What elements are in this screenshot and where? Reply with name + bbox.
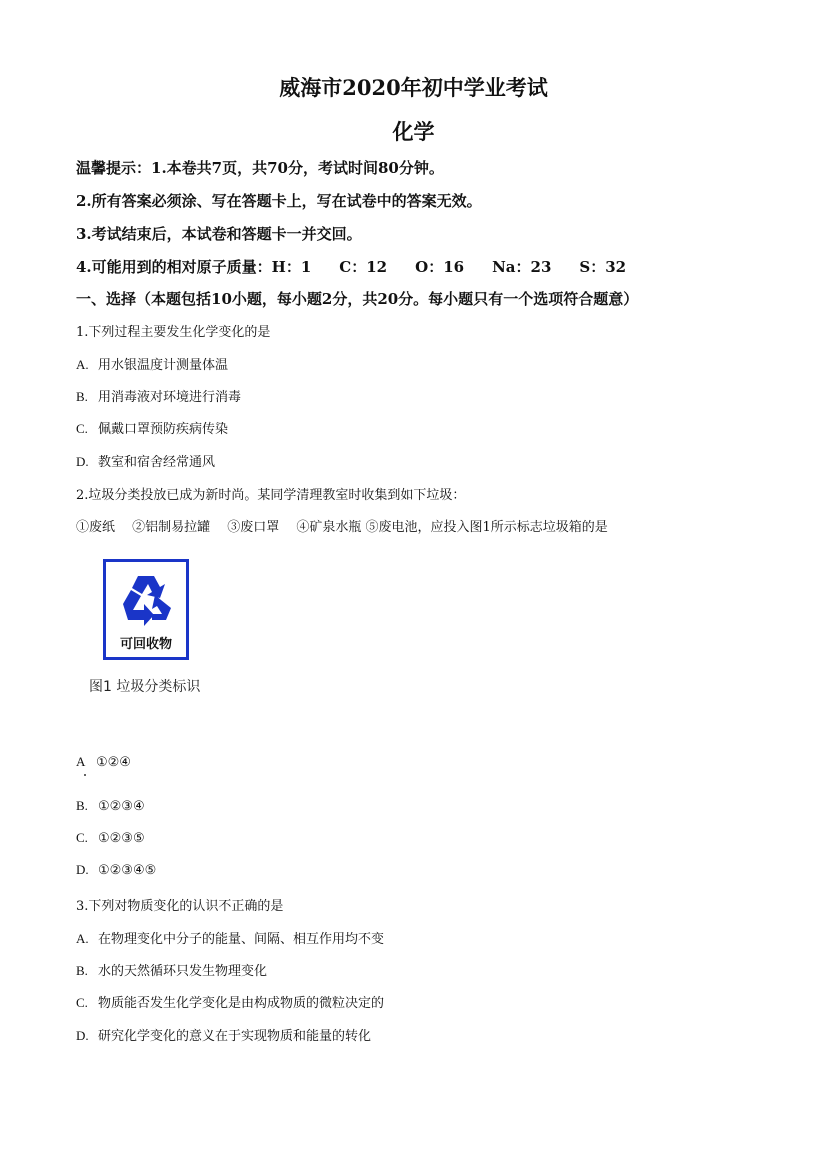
q1-stem: 1.下列过程主要发生化学变化的是	[76, 325, 271, 340]
option-label: A.	[76, 931, 89, 946]
option-label: A.	[76, 357, 89, 372]
option-label: D.	[76, 1028, 89, 1043]
option-label: C.	[76, 830, 88, 845]
atom-na: Na：23	[492, 258, 552, 276]
note-3: 3.考试结束后，本试卷和答题卡一并交回。	[76, 225, 362, 243]
atom-h: H：1	[271, 258, 312, 276]
option-text: ①②③⑤	[98, 831, 145, 846]
note-2: 2.所有答案必须涂、写在答题卡上，写在试卷中的答案无效。	[76, 192, 482, 210]
q2-stem: 2.垃圾分类投放已成为新时尚。某同学清理教室时收集到如下垃圾：	[76, 488, 466, 503]
option-text: 物质能否发生化学变化是由构成物质的微粒决定的	[98, 996, 385, 1011]
q2-option-b[interactable]	[76, 798, 145, 814]
option-label: D.	[76, 454, 89, 469]
option-text: 水的天然循环只发生物理变化	[98, 964, 268, 979]
recycle-sign-figure	[103, 559, 189, 660]
option-label: C.	[76, 421, 88, 436]
atom-c: C：12	[339, 258, 388, 276]
q2-option-a[interactable]	[76, 754, 131, 770]
q3-stem: 3.下列对物质变化的认识不正确的是	[76, 899, 284, 914]
option-text: ①②③④⑤	[98, 863, 157, 878]
note-4	[76, 256, 626, 277]
option-label: B.	[76, 389, 88, 404]
option-label: B.	[76, 798, 88, 813]
atom-o: O：16	[415, 258, 465, 276]
q1-option-c[interactable]	[76, 418, 228, 437]
option-text: 用水银温度计测量体温	[98, 358, 229, 373]
q3-option-c[interactable]	[76, 992, 384, 1011]
stray-dot	[84, 774, 86, 776]
exam-subject: 化学	[392, 119, 435, 144]
option-text: 在物理变化中分子的能量、间隔、相互作用均不变	[98, 932, 385, 947]
option-label: B.	[76, 963, 88, 978]
q3-option-a[interactable]	[76, 928, 384, 947]
option-text: ①②③④	[98, 799, 145, 814]
section-heading: 一、选择（本题包括10小题，每小题2分，共20分。每小题只有一个选项符合题意）	[76, 290, 639, 308]
q1-option-d[interactable]	[76, 451, 215, 470]
note-1: 温馨提示：1.本卷共7页，共70分，考试时间80分钟。	[76, 159, 444, 177]
option-text: 佩戴口罩预防疾病传染	[98, 422, 229, 437]
q2-items: ①废纸 ②铝制易拉罐 ③废口罩 ④矿泉水瓶 ⑤废电池，应投入图1所示标志垃圾箱的是	[76, 520, 608, 535]
q1-option-a[interactable]	[76, 354, 228, 373]
q2-option-d[interactable]	[76, 862, 156, 878]
atomic-mass-prefix: 4.可能用到的相对原子质量：	[76, 258, 272, 276]
option-label: A	[76, 754, 86, 769]
option-label: D.	[76, 862, 89, 877]
atom-s: S：32	[579, 258, 627, 276]
q2-option-c[interactable]	[76, 830, 145, 846]
figure-caption: 图1 垃圾分类标识	[89, 679, 201, 695]
q3-option-d[interactable]	[76, 1025, 371, 1044]
option-text: 研究化学变化的意义在于实现物质和能量的转化	[98, 1029, 372, 1044]
recycle-icon	[114, 570, 178, 634]
q3-option-b[interactable]	[76, 960, 267, 979]
recycle-label: 可回收物	[119, 637, 172, 652]
option-text: 教室和宿舍经常通风	[98, 455, 216, 470]
q1-option-b[interactable]	[76, 386, 241, 405]
option-text: 用消毒液对环境进行消毒	[98, 390, 242, 405]
option-text: ①②④	[96, 755, 131, 770]
option-label: C.	[76, 995, 88, 1010]
exam-title: 威海市2020年初中学业考试	[279, 75, 548, 100]
